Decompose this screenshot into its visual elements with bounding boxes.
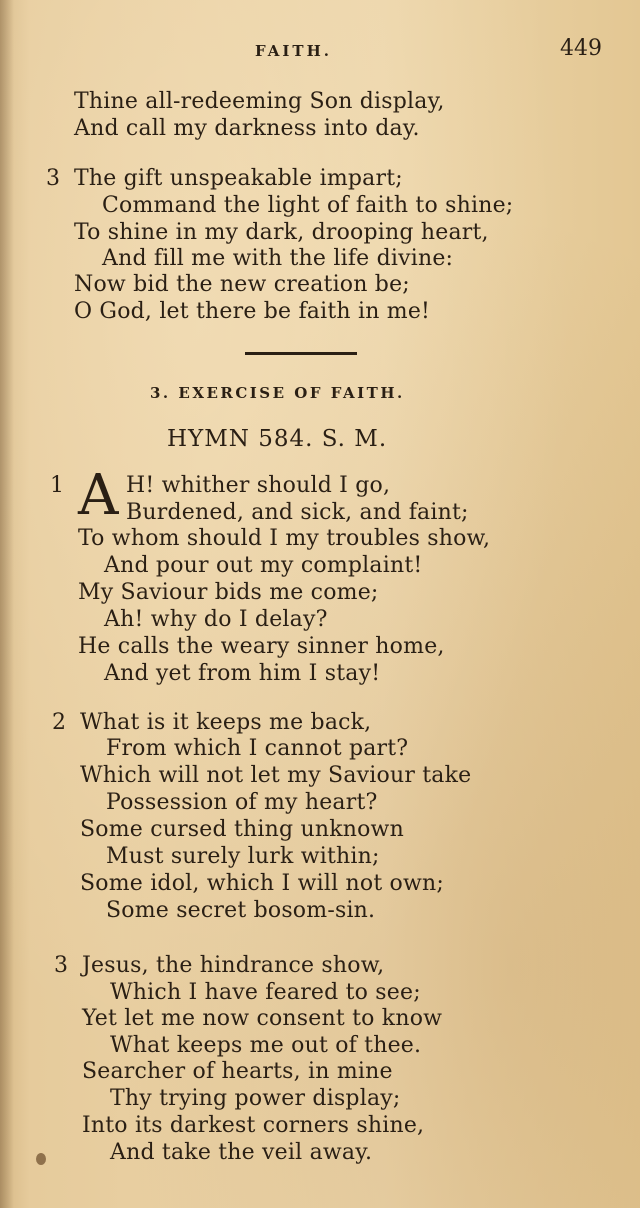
verse-line: O God, let there be faith in me! bbox=[74, 299, 431, 324]
stanza-number: 2 bbox=[52, 710, 66, 735]
verse-line: Some secret bosom-sin. bbox=[106, 898, 376, 923]
verse-line: H! whither should I go, bbox=[126, 473, 391, 498]
verse-line: From which I cannot part? bbox=[106, 736, 409, 761]
verse-line: Now bid the new creation be; bbox=[74, 272, 410, 297]
binding-shadow bbox=[0, 0, 14, 1208]
page-number: 449 bbox=[560, 36, 602, 61]
verse-line: Into its darkest corners shine, bbox=[82, 1113, 425, 1138]
stanza-number: 3 bbox=[54, 953, 68, 978]
ink-blot bbox=[36, 1153, 46, 1165]
verse-line: And fill me with the life divine: bbox=[102, 246, 454, 271]
verse-line: Burdened, and sick, and faint; bbox=[126, 500, 469, 525]
verse-line: Which I have feared to see; bbox=[110, 980, 421, 1005]
verse-line: Command the light of faith to shine; bbox=[102, 193, 514, 218]
verse-line: Thine all-redeeming Son display, bbox=[74, 89, 445, 114]
verse-line: He calls the weary sinner home, bbox=[78, 634, 445, 659]
hymn-title: HYMN 584. S. M. bbox=[167, 426, 388, 452]
verse-line: And yet from him I stay! bbox=[104, 661, 381, 686]
section-divider bbox=[245, 352, 357, 355]
verse-line: The gift unspeakable impart; bbox=[74, 166, 403, 191]
running-title: FAITH. bbox=[255, 42, 332, 60]
verse-line: And take the veil away. bbox=[110, 1140, 373, 1165]
verse-line: Possession of my heart? bbox=[106, 790, 378, 815]
verse-line: Thy trying power display; bbox=[110, 1086, 401, 1111]
stanza-number: 3 bbox=[46, 166, 60, 191]
verse-line: To whom should I my troubles show, bbox=[78, 526, 491, 551]
verse-line: Searcher of hearts, in mine bbox=[82, 1059, 393, 1084]
drop-cap: A bbox=[78, 463, 119, 528]
section-heading: 3. EXERCISE OF FAITH. bbox=[150, 384, 405, 402]
verse-line: To shine in my dark, drooping heart, bbox=[74, 220, 489, 245]
verse-line: Jesus, the hindrance show, bbox=[82, 953, 385, 978]
verse-line: And call my darkness into day. bbox=[74, 116, 420, 141]
verse-line: Yet let me now consent to know bbox=[82, 1006, 443, 1031]
stanza-number: 1 bbox=[50, 473, 64, 498]
verse-line: What keeps me out of thee. bbox=[110, 1033, 422, 1058]
verse-line: Ah! why do I delay? bbox=[104, 607, 328, 632]
verse-line: Some idol, which I will not own; bbox=[80, 871, 445, 896]
verse-line: Some cursed thing unknown bbox=[80, 817, 404, 842]
verse-line: My Saviour bids me come; bbox=[78, 580, 379, 605]
verse-line: And pour out my complaint! bbox=[104, 553, 423, 578]
verse-line: What is it keeps me back, bbox=[80, 710, 372, 735]
running-head bbox=[0, 36, 640, 66]
verse-line: Which will not let my Saviour take bbox=[80, 763, 472, 788]
verse-line: Must surely lurk within; bbox=[106, 844, 380, 869]
